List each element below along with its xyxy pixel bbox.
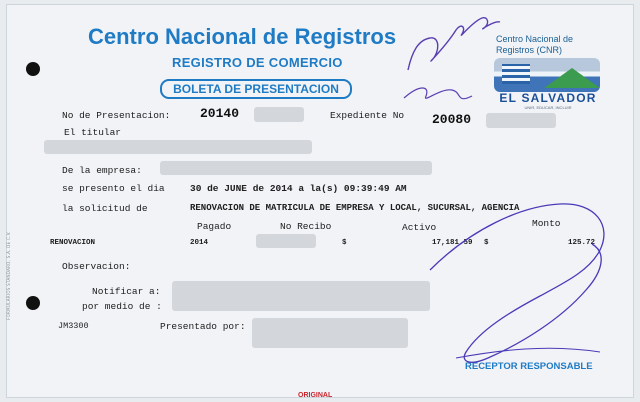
currency-2: $: [484, 239, 489, 247]
cnr-name: Centro Nacional de Registros (CNR): [496, 34, 574, 55]
redacted-block: [486, 113, 556, 128]
col-recibo: No Recibo: [280, 221, 332, 232]
medio-label: por medio de :: [82, 301, 162, 312]
no-presentacion-value: 20140: [200, 106, 240, 121]
row-year: 2014: [190, 239, 209, 247]
el-salvador-logo: [494, 58, 600, 92]
activo-value: 17,181.59: [432, 239, 473, 247]
page-subtitle: REGISTRO DE COMERCIO: [172, 55, 343, 70]
volcano-shape: [544, 68, 600, 88]
user-code: JM3300: [58, 321, 89, 331]
page-title: Centro Nacional de Registros: [88, 24, 397, 49]
no-presentacion-label: No de Presentacion:: [62, 110, 171, 121]
redacted-block: [256, 234, 316, 248]
receptor-label: RECEPTOR RESPONSABLE: [465, 361, 593, 372]
punch-hole: [26, 296, 40, 310]
original-stamp: ORIGINAL: [298, 392, 333, 399]
redacted-block: [44, 140, 312, 154]
punch-hole: [26, 62, 40, 76]
logo-text: EL SALVADOR: [499, 91, 597, 105]
currency-1: $: [342, 239, 347, 247]
row-type: RENOVACION: [50, 239, 96, 247]
date-value: 30 de JUNE de 2014 a la(s) 09:39:49 AM: [190, 183, 407, 194]
redacted-block: [160, 161, 432, 175]
monto-value: 125.72: [568, 239, 596, 247]
solicitud-value: RENOVACION DE MATRICULA DE EMPRESA Y LOCAL, SUCURSAL, AGENCIA: [190, 203, 520, 213]
solicitud-label: la solicitud de: [62, 203, 148, 214]
redacted-block: [252, 318, 408, 348]
presentado-label: Presentado por:: [160, 321, 246, 332]
expediente-label: Expediente No: [330, 110, 405, 121]
col-monto: Monto: [532, 218, 561, 229]
logo-tagline: UNIR, EDUCAR, INCLUIR: [524, 105, 572, 110]
redacted-block: [254, 107, 304, 122]
flag-stripes: [502, 64, 530, 84]
empresa-label: De la empresa:: [62, 165, 142, 176]
col-pagado: Pagado: [197, 221, 232, 232]
presento-label: se presento el dia: [62, 183, 165, 194]
boleta-badge: BOLETA DE PRESENTACION: [160, 79, 352, 99]
titular-label: El titular: [64, 127, 122, 138]
printer-side-text: FORMULARIOS STANDARD, S.A. DE C.V.: [6, 231, 11, 320]
col-activo: Activo: [402, 222, 437, 233]
observacion-label: Observacion:: [62, 261, 131, 272]
notificar-label: Notificar a:: [92, 286, 161, 297]
expediente-value: 20080: [432, 112, 472, 127]
redacted-block: [172, 281, 430, 311]
